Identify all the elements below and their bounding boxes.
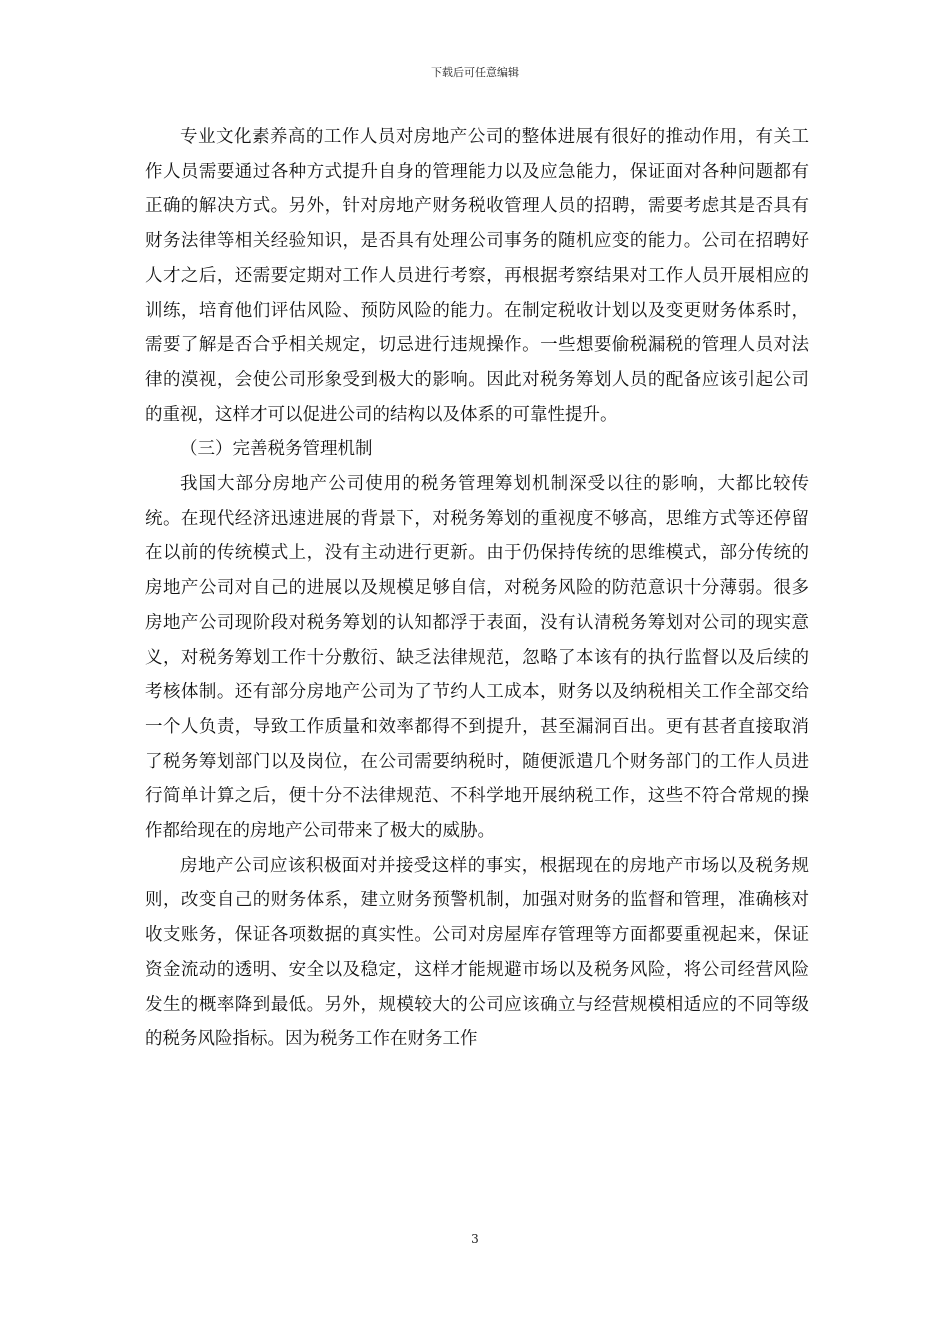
page-number: 3 (471, 1232, 479, 1246)
paragraph-staff-quality: 专业文化素养高的工作人员对房地产公司的整体进展有很好的推动作用，有关工作人员需要通过各种方式提升自身的管理能力以及应急能力，保证面对各种问题都有正确的解决方式。另外，针对房地产财务税收管理人员的招聘，需要考虑其是否具有财务法律等相关经验知识，是否具有处理公司事务的随机应变的能力。公司在招聘好人才之后，还需要定期对工作人员进行考察，再根据考察结果对工作人员开展相应的训练，培育他们评估风险、预防风险的能力。在制定税收计划以及变更财务体系时，需要了解是否合乎相关规定，切忌进行违规操作。一些想要偷税漏税的管理人员对法律的漠视，会使公司形象受到极大的影响。因此对税务筹划人员的配备应该引起公司的重视，这样才可以促进公司的结构以及体系的可靠性提升。 (145, 127, 809, 425)
document-body (145, 120, 809, 1057)
paragraph-risk-management: 房地产公司应该积极面对并接受这样的事实，根据现在的房地产市场以及税务规则，改变自己的财务体系，建立财务预警机制，加强对财务的监督和管理，准确核对收支账务，保证各项数据的真实性。公司对房屋库存管理等方面都要重视起来，保证资金流动的透明、安全以及稳定，这样才能规避市场以及税务风险，将公司经营风险发生的概率降到最低。另外，规模较大的公司应该确立与经营规模相适应的不同等级的税务风险指标。因为税务工作在财务工作 (145, 855, 809, 1050)
section-heading: （三）完善税务管理机制 (180, 439, 373, 460)
paragraph-traditional-mechanism: 我国大部分房地产公司使用的税务管理筹划机制深受以往的影响，大都比较传统。在现代经济迅速进展的背景下，对税务筹划的重视度不够高，思维方式等还停留在以前的传统模式上，没有主动进行更新。由于仍保持传统的思维模式，部分传统的房地产公司对自己的进展以及规模足够自信，对税务风险的防范意识十分薄弱。很多房地产公司现阶段对税务筹划的认知都浮于表面，没有认清税务筹划对公司的现实意义，对税务筹划工作十分敷衍、缺乏法律规范，忽略了本该有的执行监督以及后续的考核体制。还有部分房地产公司为了节约人工成本，财务以及纳税相关工作全部交给一个人负责，导致工作质量和效率都得不到提升，甚至漏洞百出。更有甚者直接取消了税务筹划部门以及岗位，在公司需要纳税时，随便派遣几个财务部门的工作人员进行简单计算之后，便十分不法律规范、不科学地开展纳税工作，这些不符合常规的操作都给现在的房地产公司带来了极大的威胁。 (145, 474, 809, 842)
page-header: 下载后可任意编辑 (431, 66, 519, 79)
